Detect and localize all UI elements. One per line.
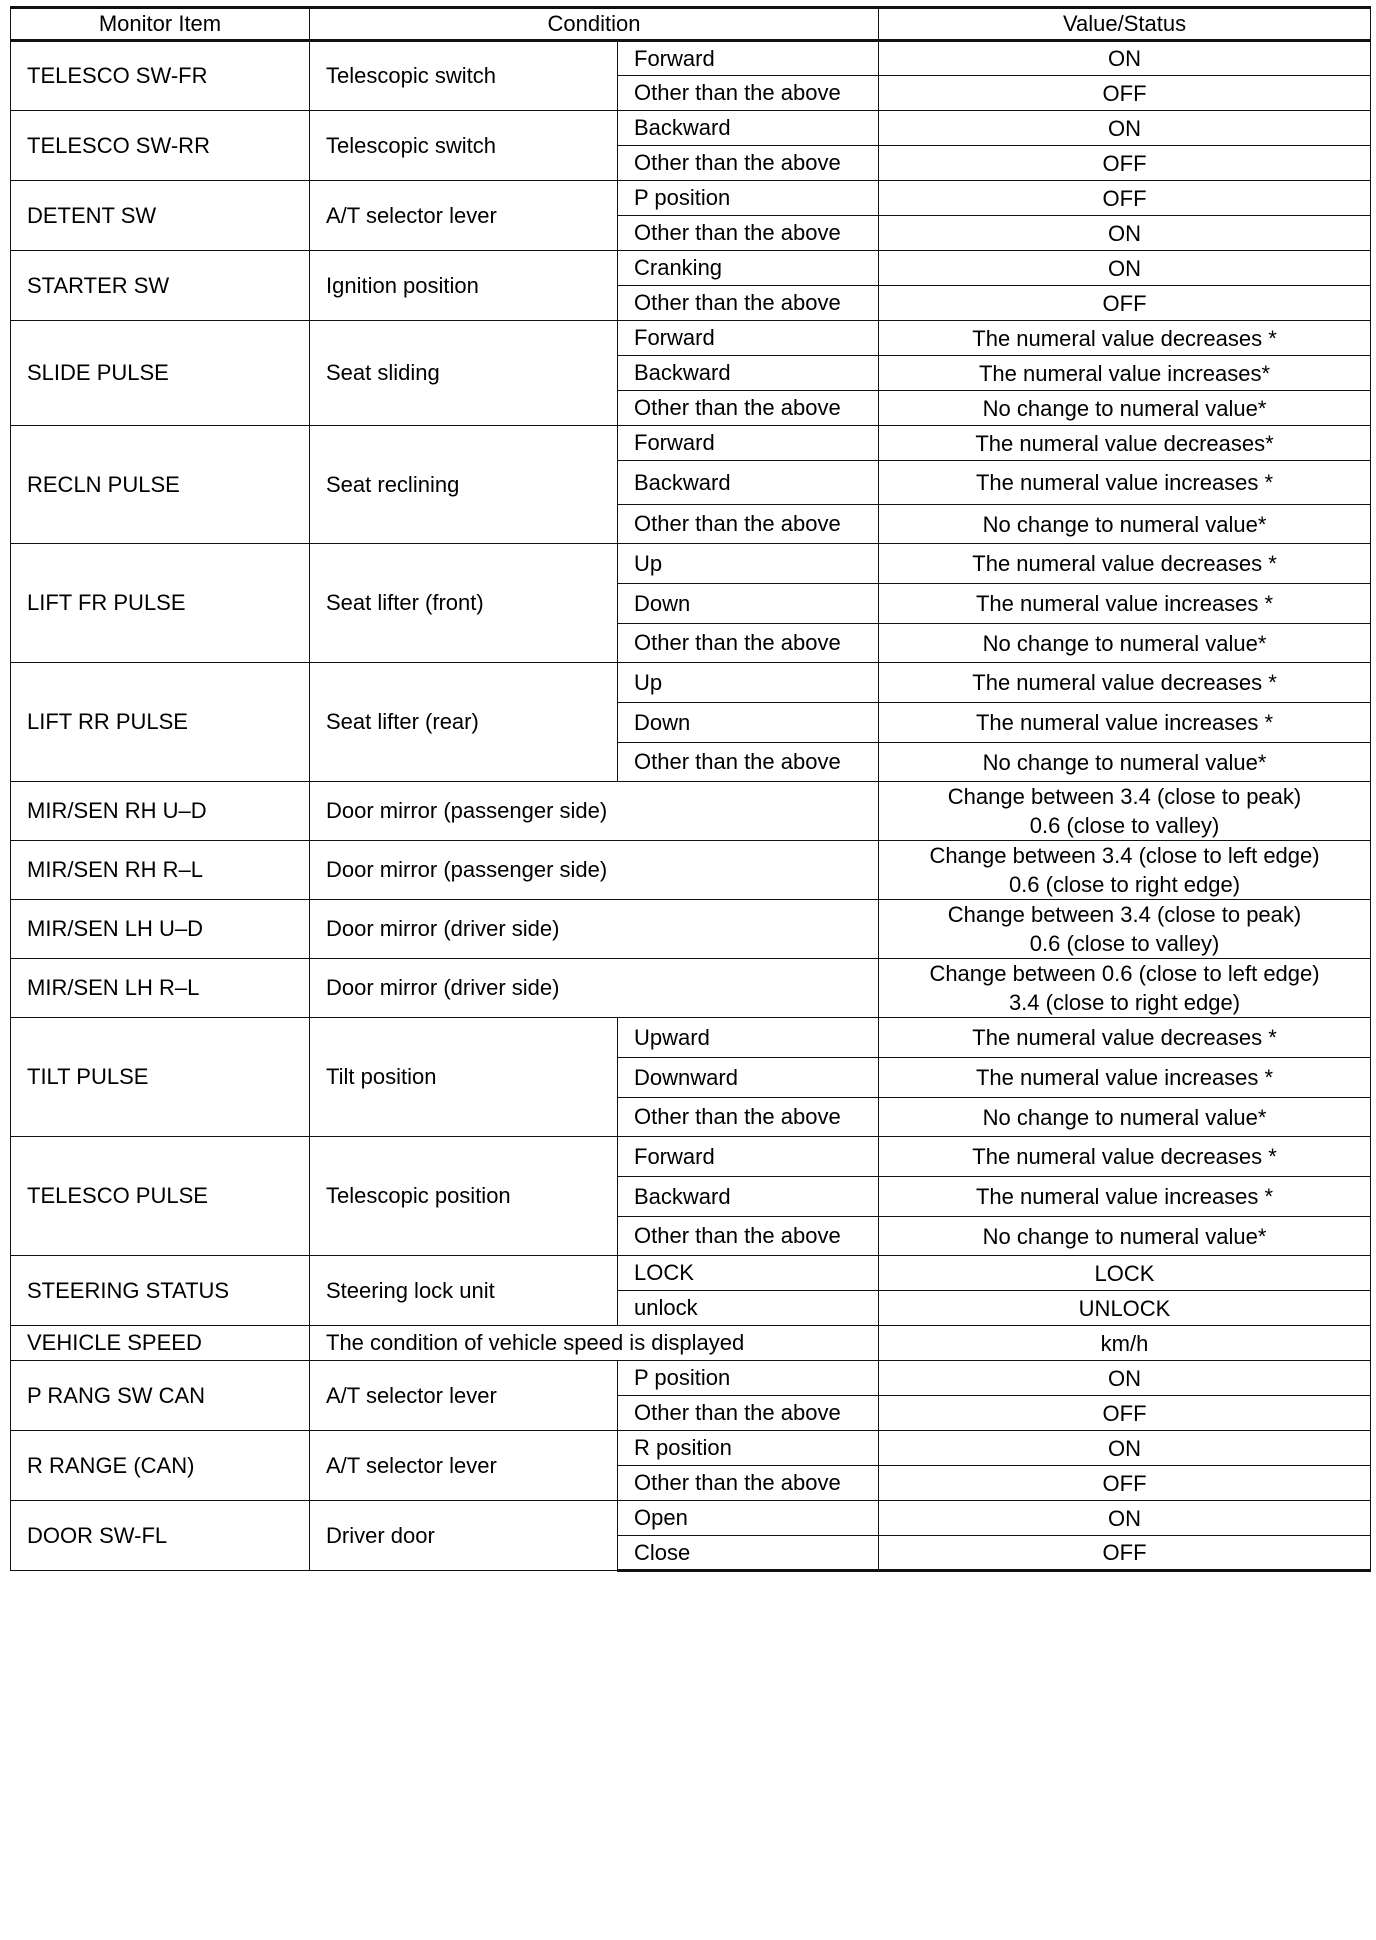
condition-cell: Door mirror (driver side) [310, 900, 879, 959]
header-condition: Condition [310, 8, 879, 41]
value-line: Change between 0.6 (close to left edge) [929, 961, 1320, 986]
value-line: Change between 3.4 (close to peak) [947, 902, 1302, 927]
monitor-item-cell: P RANG SW CAN [11, 1361, 310, 1431]
sub-condition-cell: Backward [618, 356, 879, 391]
table-row [11, 1326, 1371, 1361]
sub-condition-cell: Backward [618, 111, 879, 146]
value-status-cell: The numeral value increases * [879, 1177, 1371, 1217]
sub-condition-cell: Forward [618, 1137, 879, 1177]
condition-cell: Seat reclining [310, 426, 618, 544]
table-row [11, 1018, 1371, 1058]
table-row [11, 181, 1371, 216]
value-status-cell [879, 841, 1371, 900]
sub-condition-cell: Forward [618, 426, 879, 461]
value-status-cell: OFF [879, 146, 1371, 181]
value-status-cell: The numeral value decreases* [879, 426, 1371, 461]
sub-condition-cell: Other than the above [618, 146, 879, 181]
table-row [11, 663, 1371, 703]
table-row [11, 959, 1371, 1018]
monitor-item-table [10, 6, 1371, 1572]
table-row [11, 900, 1371, 959]
value-status-cell: No change to numeral value* [879, 1098, 1371, 1137]
sub-condition-cell: R position [618, 1431, 879, 1466]
condition-cell: Door mirror (passenger side) [310, 782, 879, 841]
sub-condition-cell: Other than the above [618, 391, 879, 426]
monitor-item-cell: LIFT RR PULSE [11, 663, 310, 782]
sub-condition-cell: LOCK [618, 1256, 879, 1291]
condition-cell: Seat lifter (front) [310, 544, 618, 663]
sub-condition-cell: Up [618, 663, 879, 703]
sub-condition-cell: Down [618, 584, 879, 624]
sub-condition-cell: Other than the above [618, 1098, 879, 1137]
condition-cell: Driver door [310, 1501, 618, 1571]
value-status-cell: UNLOCK [879, 1291, 1371, 1326]
value-status-cell: ON [879, 111, 1371, 146]
sub-condition-cell: Cranking [618, 251, 879, 286]
value-status-cell [879, 959, 1371, 1018]
monitor-item-cell: DETENT SW [11, 181, 310, 251]
monitor-item-cell: MIR/SEN RH U–D [11, 782, 310, 841]
sub-condition-cell: Other than the above [618, 505, 879, 544]
monitor-item-cell: STEERING STATUS [11, 1256, 310, 1326]
condition-cell: Ignition position [310, 251, 618, 321]
value-status-cell [879, 900, 1371, 959]
sub-condition-cell: Open [618, 1501, 879, 1536]
condition-cell: Tilt position [310, 1018, 618, 1137]
sub-condition-cell: Forward [618, 321, 879, 356]
table-header-row [11, 8, 1371, 41]
sub-condition-cell: Other than the above [618, 1217, 879, 1256]
value-status-cell: OFF [879, 76, 1371, 111]
monitor-item-cell: RECLN PULSE [11, 426, 310, 544]
value-status-cell [879, 1326, 1371, 1361]
table-row [11, 1431, 1371, 1466]
sub-condition-cell: Forward [618, 41, 879, 76]
header-value-status: Value/Status [879, 8, 1371, 41]
monitor-item-cell: SLIDE PULSE [11, 321, 310, 426]
table-row [11, 41, 1371, 76]
table-row [11, 321, 1371, 356]
sub-condition-cell: Backward [618, 461, 879, 505]
sub-condition-cell: Other than the above [618, 286, 879, 321]
value-status-cell: ON [879, 1501, 1371, 1536]
value-status-cell: OFF [879, 1466, 1371, 1501]
condition-cell: Steering lock unit [310, 1256, 618, 1326]
value-status-cell: OFF [879, 181, 1371, 216]
table-row [11, 251, 1371, 286]
condition-cell: A/T selector lever [310, 181, 618, 251]
sub-condition-cell: Upward [618, 1018, 879, 1058]
monitor-item-cell: DOOR SW-FL [11, 1501, 310, 1571]
value-line: 0.6 (close to valley) [1029, 931, 1220, 956]
sub-condition-cell: P position [618, 181, 879, 216]
condition-cell: A/T selector lever [310, 1361, 618, 1431]
table-body [11, 41, 1371, 1571]
table-row [11, 111, 1371, 146]
value-line: Change between 3.4 (close to peak) [947, 784, 1302, 809]
sub-condition-cell: Other than the above [618, 1396, 879, 1431]
monitor-item-cell: VEHICLE SPEED [11, 1326, 310, 1361]
sub-condition-cell: Other than the above [618, 1466, 879, 1501]
value-status-cell: ON [879, 216, 1371, 251]
monitor-item-cell: MIR/SEN LH U–D [11, 900, 310, 959]
monitor-item-cell: MIR/SEN LH R–L [11, 959, 310, 1018]
value-status-cell: ON [879, 1431, 1371, 1466]
condition-cell: Telescopic switch [310, 111, 618, 181]
value-line: 3.4 (close to right edge) [1008, 990, 1241, 1015]
value-status-cell: ON [879, 41, 1371, 76]
condition-cell: The condition of vehicle speed is displayed [310, 1326, 879, 1361]
value-line: 0.6 (close to right edge) [1008, 872, 1241, 897]
sub-condition-cell: Close [618, 1536, 879, 1571]
value-status-cell: OFF [879, 286, 1371, 321]
sub-condition-cell: unlock [618, 1291, 879, 1326]
value-status-cell: ON [879, 251, 1371, 286]
table-row [11, 1361, 1371, 1396]
condition-cell: Telescopic position [310, 1137, 618, 1256]
table-row [11, 1501, 1371, 1536]
value-status-cell: No change to numeral value* [879, 743, 1371, 782]
sub-condition-cell: Downward [618, 1058, 879, 1098]
condition-cell: Seat sliding [310, 321, 618, 426]
value-status-cell: LOCK [879, 1256, 1371, 1291]
condition-cell: Door mirror (passenger side) [310, 841, 879, 900]
value-status-cell [879, 782, 1371, 841]
condition-cell: A/T selector lever [310, 1431, 618, 1501]
sub-condition-cell: Down [618, 703, 879, 743]
sub-condition-cell: Other than the above [618, 624, 879, 663]
value-status-cell: No change to numeral value* [879, 624, 1371, 663]
sub-condition-cell: P position [618, 1361, 879, 1396]
value-status-cell: The numeral value increases* [879, 356, 1371, 391]
table-row [11, 1137, 1371, 1177]
monitor-item-cell: MIR/SEN RH R–L [11, 841, 310, 900]
table-row [11, 841, 1371, 900]
condition-cell: Door mirror (driver side) [310, 959, 879, 1018]
table-row [11, 782, 1371, 841]
value-line: Change between 3.4 (close to left edge) [929, 843, 1320, 868]
value-status-cell: No change to numeral value* [879, 391, 1371, 426]
value-status-cell: No change to numeral value* [879, 1217, 1371, 1256]
sub-condition-cell: Other than the above [618, 743, 879, 782]
header-monitor-item: Monitor Item [11, 8, 310, 41]
sub-condition-cell: Up [618, 544, 879, 584]
sub-condition-cell: Other than the above [618, 216, 879, 251]
value-status-cell: OFF [879, 1396, 1371, 1431]
condition-cell: Telescopic switch [310, 41, 618, 111]
sub-condition-cell: Other than the above [618, 76, 879, 111]
value-status-cell: The numeral value decreases * [879, 1018, 1371, 1058]
table-row [11, 544, 1371, 584]
monitor-item-cell: LIFT FR PULSE [11, 544, 310, 663]
value-status-cell: The numeral value decreases * [879, 321, 1371, 356]
monitor-item-cell: R RANGE (CAN) [11, 1431, 310, 1501]
value-status-cell: No change to numeral value* [879, 505, 1371, 544]
value-status-cell: The numeral value increases * [879, 461, 1371, 505]
value-status-cell: The numeral value increases * [879, 584, 1371, 624]
value-status-cell: ON [879, 1361, 1371, 1396]
monitor-item-cell: TELESCO SW-RR [11, 111, 310, 181]
sub-condition-cell: Backward [618, 1177, 879, 1217]
value-status-cell: The numeral value increases * [879, 1058, 1371, 1098]
table-row [11, 1256, 1371, 1291]
monitor-item-cell: TELESCO PULSE [11, 1137, 310, 1256]
monitor-item-cell: STARTER SW [11, 251, 310, 321]
monitor-item-cell: TILT PULSE [11, 1018, 310, 1137]
condition-cell: Seat lifter (rear) [310, 663, 618, 782]
value-status-cell: The numeral value decreases * [879, 1137, 1371, 1177]
value-line: 0.6 (close to valley) [1029, 813, 1220, 838]
value-status-cell: The numeral value decreases * [879, 544, 1371, 584]
value-status-cell: The numeral value decreases * [879, 663, 1371, 703]
table-row [11, 426, 1371, 461]
value-line: km/h [1100, 1330, 1149, 1356]
value-status-cell: The numeral value increases * [879, 703, 1371, 743]
monitor-item-cell: TELESCO SW-FR [11, 41, 310, 111]
value-status-cell: OFF [879, 1536, 1371, 1571]
